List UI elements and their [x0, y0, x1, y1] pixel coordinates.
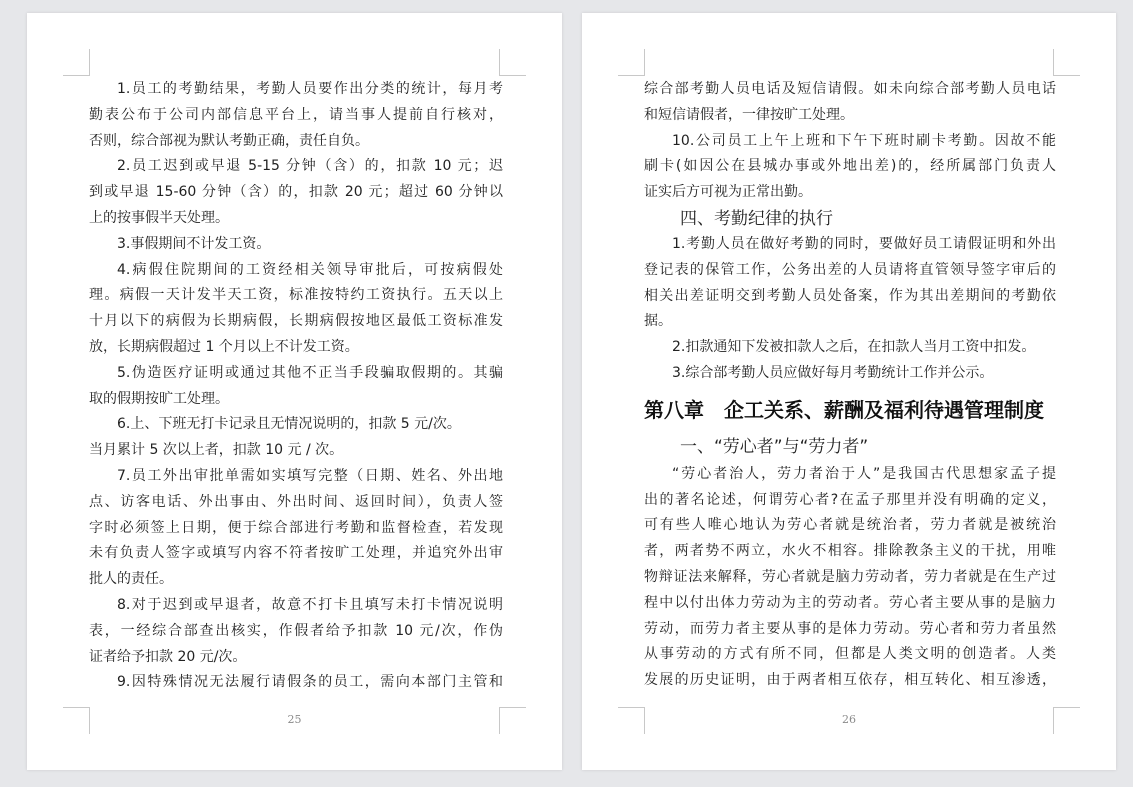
- text-line: 十月以下的病假为长期病假，长期病假按地区最低工资标准发: [89, 313, 503, 330]
- text-line: 否则，综合部视为默认考勤正确，责任自负。: [89, 132, 369, 149]
- document-page-right: [582, 13, 1116, 770]
- text-line: 字时必须签上日期，便于综合部进行考勤和监督检查，若发现: [89, 519, 503, 536]
- text-line: 证者给予扣款 20 元/次。: [89, 648, 247, 665]
- text-line: 可有些人唯心地认为劳心者就是统治者，劳力者就是被统治: [644, 517, 1056, 534]
- text-line: 9.因特殊情况无法履行请假条的员工，需向本部门主管和: [117, 674, 503, 691]
- text-line: 7.员工外出审批单需如实填写完整（日期、姓名、外出地: [117, 467, 503, 484]
- text-line: 物辩证法来解释，劳心者就是脑力劳动者，劳力者就是在生产过: [644, 568, 1056, 585]
- text-line: 5.伪造医疗证明或通过其他不正当手段骗取假期的。其骗: [117, 364, 503, 381]
- text-line: 3.综合部考勤人员应做好每月考勤统计工作并公示。: [672, 364, 994, 381]
- text-line: 8.对于迟到或早退者，故意不打卡且填写未打卡情况说明: [117, 596, 503, 613]
- page-body: [644, 77, 1056, 694]
- section-heading: 四、考勤纪律的执行: [680, 208, 833, 229]
- text-line: 登记表的保管工作，公务出差的人员请将直管领导签字审后的: [644, 261, 1056, 278]
- text-line: 1.考勤人员在做好考勤的同时，要做好员工请假证明和外出: [672, 235, 1056, 252]
- chapter-heading: 第八章 企工关系、薪酬及福利待遇管理制度: [644, 397, 1044, 422]
- crop-mark-top-right: [499, 49, 526, 76]
- paragraph-group: [644, 77, 1056, 206]
- text-line: 理。病假一天计发半天工资，标准按特约工资执行。五天以上: [89, 287, 503, 304]
- text-line: 发展的历史证明，由于两者相互依存，相互转化、相互渗透，: [644, 672, 1056, 689]
- crop-mark-top-left: [63, 49, 90, 76]
- paragraph-group: [644, 232, 1056, 387]
- text-line: 者，两者势不两立，水火不相容。排除教条主义的干扰，用唯: [644, 543, 1056, 560]
- text-line: 4.病假住院期间的工资经相关领导审批后，可按病假处: [117, 261, 503, 278]
- text-line: 证实后方可视为正常出勤。: [644, 184, 812, 201]
- text-line: 2.扣款通知下发被扣款人之后，在扣款人当月工资中扣发。: [672, 339, 1036, 356]
- text-line: 表，一经综合部查出核实，作假者给予扣款 10 元/次，作伪: [89, 622, 503, 639]
- paragraph-group: [644, 462, 1056, 694]
- text-line: 程中以付出体力劳动为主的劳动者。劳心者主要从事的是脑力: [644, 594, 1056, 611]
- text-line: 批人的责任。: [89, 571, 173, 588]
- page-number: 25: [287, 713, 302, 726]
- page-body: [89, 77, 503, 696]
- text-line: 2.员工迟到或早退 5-15 分钟（含）的，扣款 10 元；迟: [117, 158, 503, 175]
- text-line: “劳心者治人，劳力者治于人”是我国古代思想家孟子提: [672, 465, 1056, 482]
- text-line: 点、访客电话、外出事由、外出时间、返回时间），负责人签: [89, 493, 503, 510]
- crop-mark-top-left: [618, 49, 645, 76]
- text-line: 相关出差证明交到考勤人员处备案，作为其出差期间的考勤依: [644, 287, 1056, 304]
- text-line: 从事劳动的方式有所不同，但都是人类文明的创造者。人类: [644, 646, 1056, 663]
- text-line: 出的著名论述，何谓劳心者?在孟子那里并没有明确的定义，: [644, 491, 1056, 508]
- text-line: 劳动，而劳力者主要从事的是体力劳动。劳心者和劳力者虽然: [644, 620, 1056, 637]
- text-line: 10.公司员工上午上班和下午下班时刷卡考勤。因故不能: [672, 132, 1056, 149]
- text-line: 取的假期按旷工处理。: [89, 390, 229, 407]
- text-line: 放，长期病假超过 1 个月以上不计发工资。: [89, 338, 359, 355]
- text-line: 6.上、下班无打卡记录且无情况说明的，扣款 5 元/次。: [117, 416, 461, 433]
- text-line: 当月累计 5 次以上者，扣款 10 元 / 次。: [89, 442, 344, 459]
- crop-mark-top-right: [1053, 49, 1080, 76]
- text-line: 1.员工的考勤结果，考勤人员要作出分类的统计，每月考: [117, 81, 503, 97]
- text-line: 和短信请假者，一律按旷工处理。: [644, 106, 854, 123]
- text-line: 勤表公布于公司内部信息平台上，请当事人提前自行核对，: [89, 106, 503, 123]
- text-line: 综合部考勤人员电话及短信请假。如未向综合部考勤人员电话: [644, 81, 1056, 97]
- text-line: 到或早退 15-60 分钟（含）的，扣款 20 元；超过 60 分钟以: [89, 184, 503, 201]
- page-number: 26: [842, 713, 856, 726]
- sub-heading: 一、“劳心者”与“劳力者”: [680, 436, 869, 457]
- text-line: 3.事假期间不计发工资。: [117, 235, 271, 252]
- document-page-left: [27, 13, 562, 770]
- text-line: 上的按事假半天处理。: [89, 209, 229, 226]
- text-line: 刷卡(如因公在县城办事或外地出差)的，经所属部门负责人: [644, 158, 1056, 175]
- text-line: 据。: [644, 313, 672, 330]
- text-line: 未有负责人签字或填写内容不符者按旷工处理，并追究外出审: [89, 545, 503, 562]
